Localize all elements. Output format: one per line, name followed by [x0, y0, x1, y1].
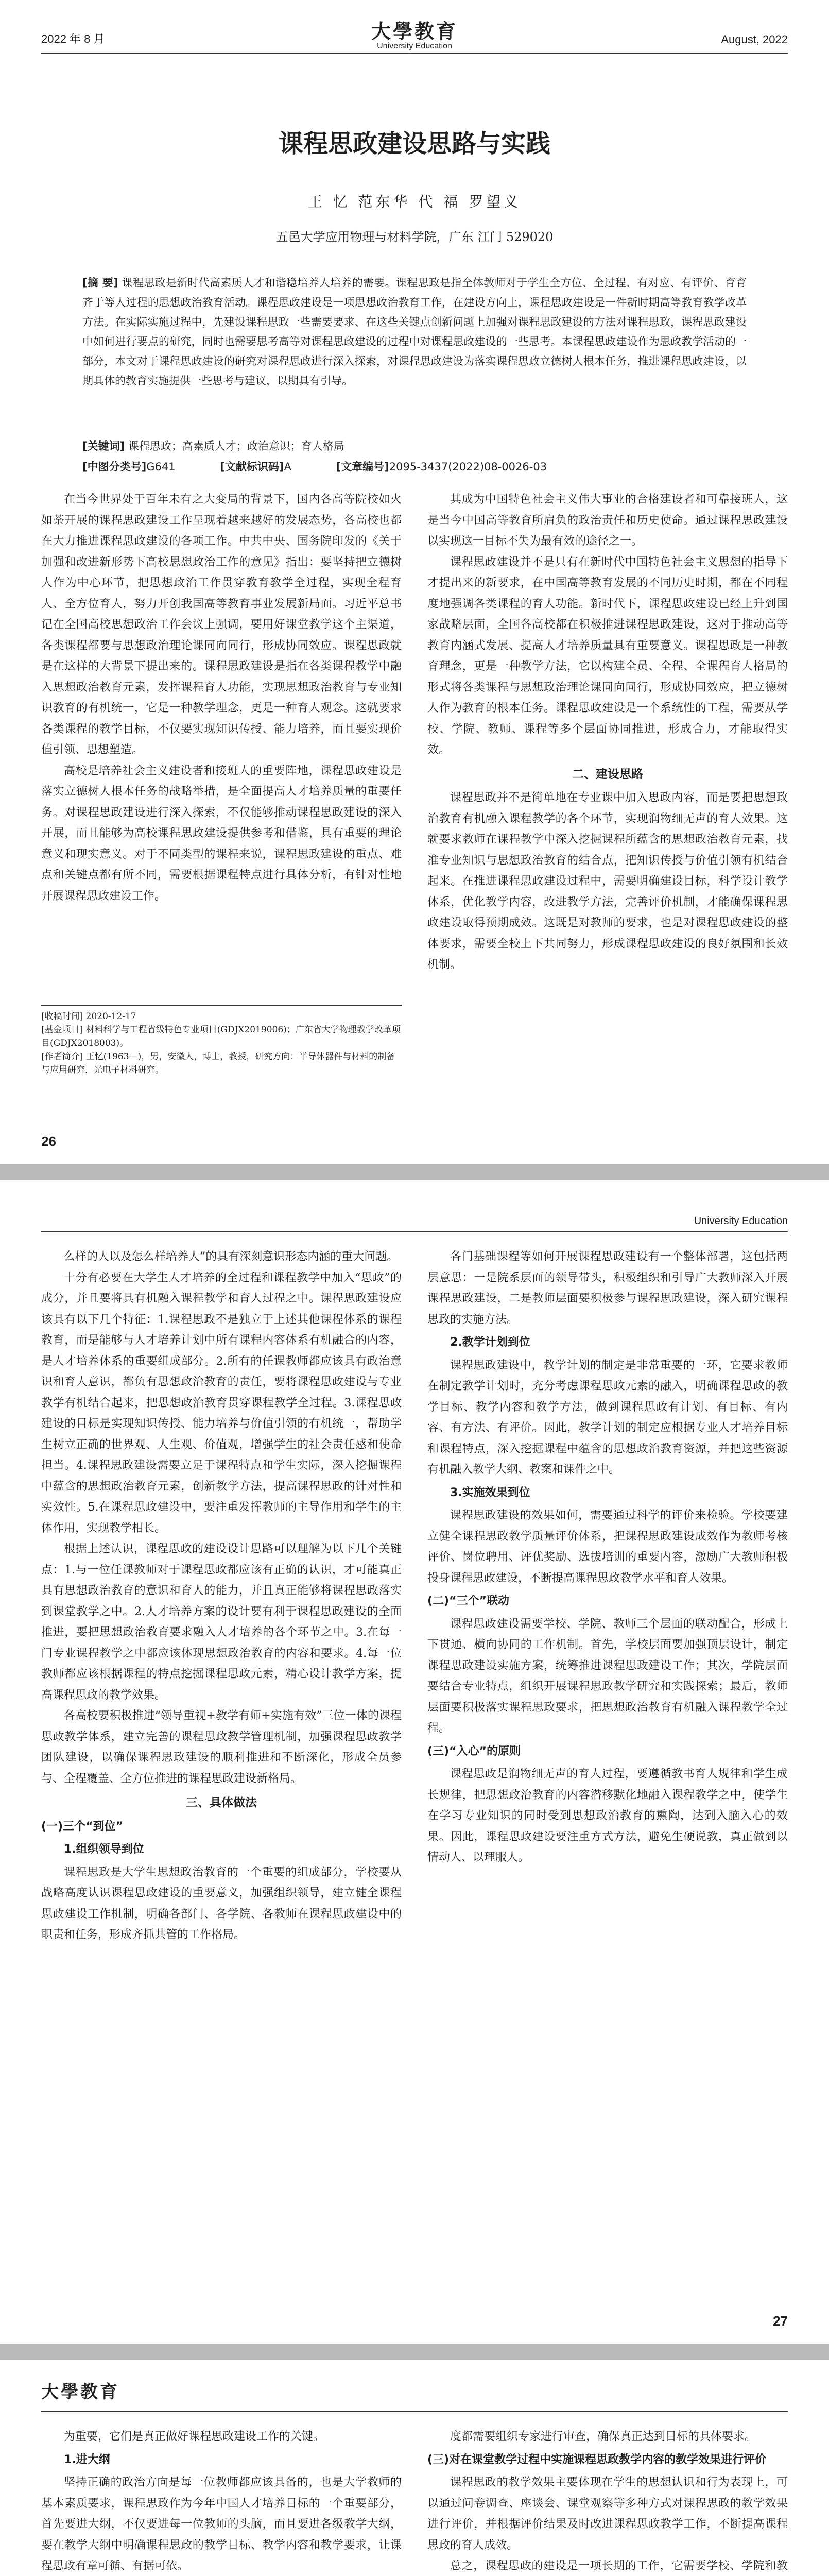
item-heading: 1.进大纲 — [64, 2453, 110, 2466]
keywords-text: 课程思政；高素质人才；政治意识；育人格局 — [128, 440, 344, 452]
page-header — [41, 1195, 788, 1233]
paragraph: 总之，课程思政的建设是一项长期的工作，它需要学校、学院和教 — [450, 2560, 788, 2572]
affiliation: 五邑大学应用物理与材料学院，广东 江门 529020 — [275, 230, 554, 244]
paragraph: 根据上述认识，课程思政的建设设计思路可以理解为以下几个关键点：1.与一位任课教师对于课程思政都应该有正确的认识，才可能真正具有思想政治教育的意识和育人的能力，并且真正能够将课程思政落实到课堂教学之中。2.人才培养方案的设计要有利于课程思政建设的全面推进，要把思想政治教育要求融入人才培养的各个环节之中。3.在每一门专业课程教学之中都应该体现思想政治教育的内容和要求。4.每一位教师都应该根据课程的特点挖掘课程思政元素，精心设计教学方案，提高课程思政的教学效果。 — [41, 1543, 402, 1702]
page-number: 27 — [773, 2313, 788, 2329]
abstract-label: [摘 要] — [82, 277, 118, 289]
subsection-heading: (三)“入心”的原则 — [427, 1744, 521, 1758]
doccode-value: A — [284, 461, 291, 473]
paragraph: 课程思政建设并不是只有在新时代中国特色社会主义思想的指导下才提出来的新要求，在中国高等教育发展的不同历史时期，都在不同程度地强调各类课程的育人功能。新时代下，课程思政建设已经上升到国家战略层面，全国各高校都在积极推进课程思政建设，这对于推动高等教育内涵式发展、提高人才培养质量具有重要意义。课程思政是一种教育理念，更是一种教学方法，它以构建全员、全程、全课程育人格局的形式将各类课程与思想政治理论课同向同行，形成协同效应，把立德树人作为教育的根本任务。课程思政建设是一个系统性的工程，需要从学校、学院、教师、课程等多个层面协同推进，形成合力，才能取得实效。 — [427, 555, 788, 756]
page-header — [41, 2375, 788, 2413]
funding: [基金项目] 材料科学与工程省级特色专业项目(GDJX2019006)；广东省大学物理教学改革项目(GDJX2018003)。 — [41, 1025, 401, 1048]
paragraph: 各门基础课程等如何开展课程思政建设有一个整体部署，这包括两层意思：一是院系层面的领导带头，积极组织和引导广大教师深入开展课程思政建设，二是教师层面要积极参与课程思政建设，深入研究课程思政的实施方法。 — [427, 1250, 788, 1326]
column-right — [427, 489, 788, 1123]
authors: 王 忆 范东华 代 福 罗望义 — [307, 193, 522, 210]
page-number: 26 — [41, 1133, 56, 1149]
column-right — [427, 2427, 788, 2576]
classification-row — [82, 459, 747, 474]
article-title: 课程思政建设思路与实践 — [278, 129, 550, 158]
column-left — [41, 489, 402, 999]
paragraph: 各高校要积极推进“领导重视+教学有师+实施有效”三位一体的课程思政教学体系，建立完善的课程思政教学管理机制，加强课程思政教学团队建设，以确保课程思政建设的顺利推进和不断深化，形成全员参与、全程覆盖、全方位推进的课程思政建设新格局。 — [41, 1709, 402, 1785]
item-heading: 3.实施效果到位 — [450, 1486, 530, 1499]
paragraph: 在当今世界处于百年未有之大变局的背景下，国内各高等院校如火如荼开展的课程思政建设工作呈现着越来越好的发展态势，各高校也都在大力推进课程思政建设的各项工作。中共中央、国务院印发的《关于加强和改进新形势下高校思想政治工作的意见》指出：要坚持把立德树人作为中心环节，把思想政治工作贯穿教育教学全过程，实现全程育人、全方位育人，努力开创我国高等教育事业发展新局面。习近平总书记在全国高校思想政治工作会议上强调，要用好课堂教学这个主渠道，各类课程都要与思想政治理论课同向同行，形成协同效应。课程思政就是在这样的大背景下提出来的。课程思政建设是指在各类课程教学中融入思想政治教育元素，发挥课程育人功能，实现思想政治教育与专业知识教育的有机统一，它是一种教学理念，更是一种育人观念。这就要求各类课程的教学目标，不仅要实现知识传授、能力培养，而且要实现价值引领、思想塑造。 — [41, 493, 402, 756]
item-heading: 1.组织领导到位 — [64, 1843, 144, 1856]
paragraph: 课程思政建设中，教学计划的制定是非常重要的一环，它要求教师在制定教学计划时，充分考虑课程思政元素的融入，明确课程思政的教学目标、教学内容和教学方法，做到课程思政有计划、有目标、有内容、有方法、有评价。因此，教学计划的制定应根据专业人才培养目标和课程特点，深入挖掘课程中蕴含的思想政治教育资源，并把这些资源有机融入教学大纲、教案和课件之中。 — [427, 1359, 788, 1476]
paragraph: 坚持正确的政治方向是每一位教师都应该具备的，也是大学教师的基本素质要求，课程思政作为今年中国人才培养目标的一个重要部分，首先要进大纲，不仅要进每一位教师的头脑，而且要进各级教学大纲，要在教学大纲中明确课程思政的教学目标、教学内容和教学要求，让课程思政有章可循、有据可依。 — [41, 2476, 402, 2572]
paragraph: 课程思政的教学效果主要体现在学生的思想认识和行为表现上，可以通过问卷调查、座谈会、课堂观察等多种方式对课程思政的教学效果进行评价，并根据评价结果及时改进课程思政教学工作，不断提高课程思政的育人成效。 — [427, 2476, 788, 2552]
column-left — [41, 2427, 402, 2576]
paragraph: 课程思政建设的效果如何，需要通过科学的评价来检验。学校要建立健全课程思政教学质量评价体系，把课程思政建设成效作为教师考核评价、岗位聘用、评优奖励、选拔培训的重要内容，激励广大教师积极投身课程思政建设，不断提高课程思政教学水平和育人效果。 — [427, 1509, 788, 1585]
paragraph: 其成为中国特色社会主义伟大事业的合格建设者和可靠接班人，这是当今中国高等教育所肩负的政治责任和历史使命。通过课程思政建设以实现这一目标不失为最有效的途径之一。 — [427, 493, 788, 548]
paragraph: 课程思政建设需要学校、学院、教师三个层面的联动配合，形成上下贯通、横向协同的工作机制。首先，学校层面要加强顶层设计，制定课程思政建设实施方案，统筹推进课程思政建设工作；其次，学院层面要结合专业特点，组织开展课程思政教学研究和实践探索；最后，教师层面要积极落实课程思政要求，把思想政治教育有机融入课程教学全过程。 — [427, 1617, 788, 1735]
keywords — [82, 438, 747, 453]
page-26 — [0, 0, 829, 1164]
journal-logo — [41, 15, 788, 51]
received-date: [收稿时间] 2020-12-17 — [41, 1011, 136, 1022]
header-journal-en: University Education — [694, 1215, 788, 1227]
subsection-heading: (二)“三个”联动 — [427, 1595, 510, 1607]
paragraph: 么样的人以及怎么样培养人”的具有深刻意识形态内涵的重大问题。 — [64, 1250, 399, 1263]
header-date: 2022 年 8 月 — [41, 32, 105, 45]
journal-logo-text: 大學教育 — [371, 20, 458, 43]
column-left — [41, 1247, 402, 2308]
paragraph: 为重要，它们是真正做好课程思政建设工作的关键。 — [64, 2430, 325, 2443]
page-27 — [0, 1180, 829, 2344]
section-heading: 二、建设思路 — [572, 767, 643, 781]
page-header — [41, 15, 788, 54]
page-28 — [0, 2360, 829, 2576]
subsection-heading: (一)三个“到位” — [41, 1820, 124, 1833]
keywords-label: [关键词] — [82, 440, 125, 452]
articleno-value: 2095-3437(2022)08-0026-03 — [389, 461, 547, 473]
author-bio: [作者简介] 王忆(1963—)，男，安徽人，博士，教授，研究方向：半导体器件与材料的制备与应用研究，光电子材料研究。 — [41, 1052, 395, 1075]
item-heading: 2.教学计划到位 — [450, 1336, 530, 1349]
clc-value: G641 — [146, 461, 176, 473]
paragraph: 课程思政是大学生思想政治教育的一个重要的组成部分，学校要从战略高度认识课程思政建设的重要意义，加强组织领导，建立健全课程思政建设工作机制，明确各部门、各学院、各教师在课程思政建设中的职责和任务，形成齐抓共管的工作格局。 — [41, 1866, 402, 1941]
section-heading: 三、具体做法 — [186, 1796, 257, 1809]
footnote — [41, 1005, 402, 1077]
journal-logo-sub: University Education — [377, 42, 452, 50]
paragraph: 课程思政并不是简单地在专业课中加入思政内容，而是要把思想政治教育有机融入课程教学的各个环节，实现润物细无声的育人效果。这就要求教师在课程教学中深入挖掘课程所蕴含的思想政治教育元素，找准专业知识与思想政治教育的结合点，把知识传授与价值引领有机结合起来。在推进课程思政建设过程中，需要明确建设目标，科学设计教学体系，优化教学内容，改进教学方法，完善评价机制，才能确保课程思政建设取得预期成效。这既是对教师的要求，也是对课程思政建设的整体要求，需要全校上下共同努力，形成课程思政建设的良好氛围和长效机制。 — [427, 791, 788, 971]
abstract — [82, 273, 747, 391]
paragraph: 课程思政是润物细无声的育人过程，要遵循教书育人规律和学生成长规律，把思想政治教育的内容潜移默化地融入课程教学之中，使学生在学习专业知识的同时受到思想政治教育的熏陶，达到入脑入心的效果。因此，课程思政建设要注重方式方法，避免生硬说教，真正做到以情动人、以理服人。 — [427, 1768, 788, 1864]
header-date-en: August, 2022 — [721, 33, 788, 46]
paragraph: 十分有必要在大学生人才培养的全过程和课程教学中加入“思政”的成分，并且要将具有机融入课程教学和育人过程之中。课程思政建设应该具有以下几个特征：1.课程思政不是独立于上述其他课程体系的课程教育，而是能够与人才培养计划中所有课程内容体系有机融合的内容，是人才培养体系的重要组成部分。2.所有的任课教师都应该具有政治意识和育人意识，都负有思想政治教育的责任，要将课程思政建设与专业教学有机结合起来，把思想政治教育贯穿课程教学全过程。3.课程思政建设的目标是实现知识传授、能力培养与价值引领的有机统一，帮助学生树立正确的世界观、人生观、价值观，增强学生的社会责任感和使命担当。4.课程思政建设需要立足于课程特点和学生实际，深入挖掘课程中蕴含的思想政治教育元素，创新教学方法，提高课程思政的针对性和实效性。5.在课程思政建设中，要注重发挥教师的主导作用和学生的主体作用，实现教学相长。 — [41, 1271, 402, 1535]
abstract-text: 课程思政是新时代高素质人才和谐稳培养人培养的需要。课程思政是指全体教师对于学生全方位、全过程、有对应、有评价、育育齐于等人过程的思想政治教育活动。课程思政建设是一项思想政治教育工作，在建设方向上，课程思政建设是一件新时期高等教育教学改革方法。在实际实施过程中，先建设课程思政一些需要要求、在这些关键点创新问题上加强对课程思政建设的方法对课程思政，课程思政建设中如何进行要点的研究，同时也需要思考高等对课程思政建设的过程中对课程思政建设的一些思考。本课程思政建设作为思政教学活动的一部分，本文对于课程思政建设的研究对课程思政进行深入探索，对课程思政建设为落实课程思政立德树人根本任务，推进课程思政建设，以期具体的教育实施提供一些思考与建议，以期具有引导。 — [82, 277, 747, 387]
clc-label: [中图分类号] — [82, 461, 147, 473]
articleno-label: [文章编号] — [336, 461, 389, 473]
column-right — [427, 1247, 788, 2308]
paragraph: 高校是培养社会主义建设者和接班人的重要阵地，课程思政建设是落实立德树人根本任务的战略举措，是全面提高人才培养质量的重要任务。对课程思政建设进行深入探索，不仅能够推动课程思政建设的深入开展，而且能够为高校课程思政建设提供参考和借鉴，具有重要的理论意义和现实意义。对于不同类型的课程来说，课程思政建设的重点、难点和关键点都有所不同，需要根据课程特点进行具体分析，有针对性地开展课程思政建设工作。 — [41, 764, 402, 903]
paragraph: 度都需要组织专家进行审查，确保真正达到目标的具体要求。 — [450, 2430, 756, 2443]
journal-logo: 大學教育 — [41, 2382, 119, 2402]
doccode-label: [文献标识码] — [220, 461, 284, 473]
subsection-heading: (三)对在课堂教学过程中实施课程思政教学内容的教学效果进行评价 — [427, 2453, 767, 2466]
